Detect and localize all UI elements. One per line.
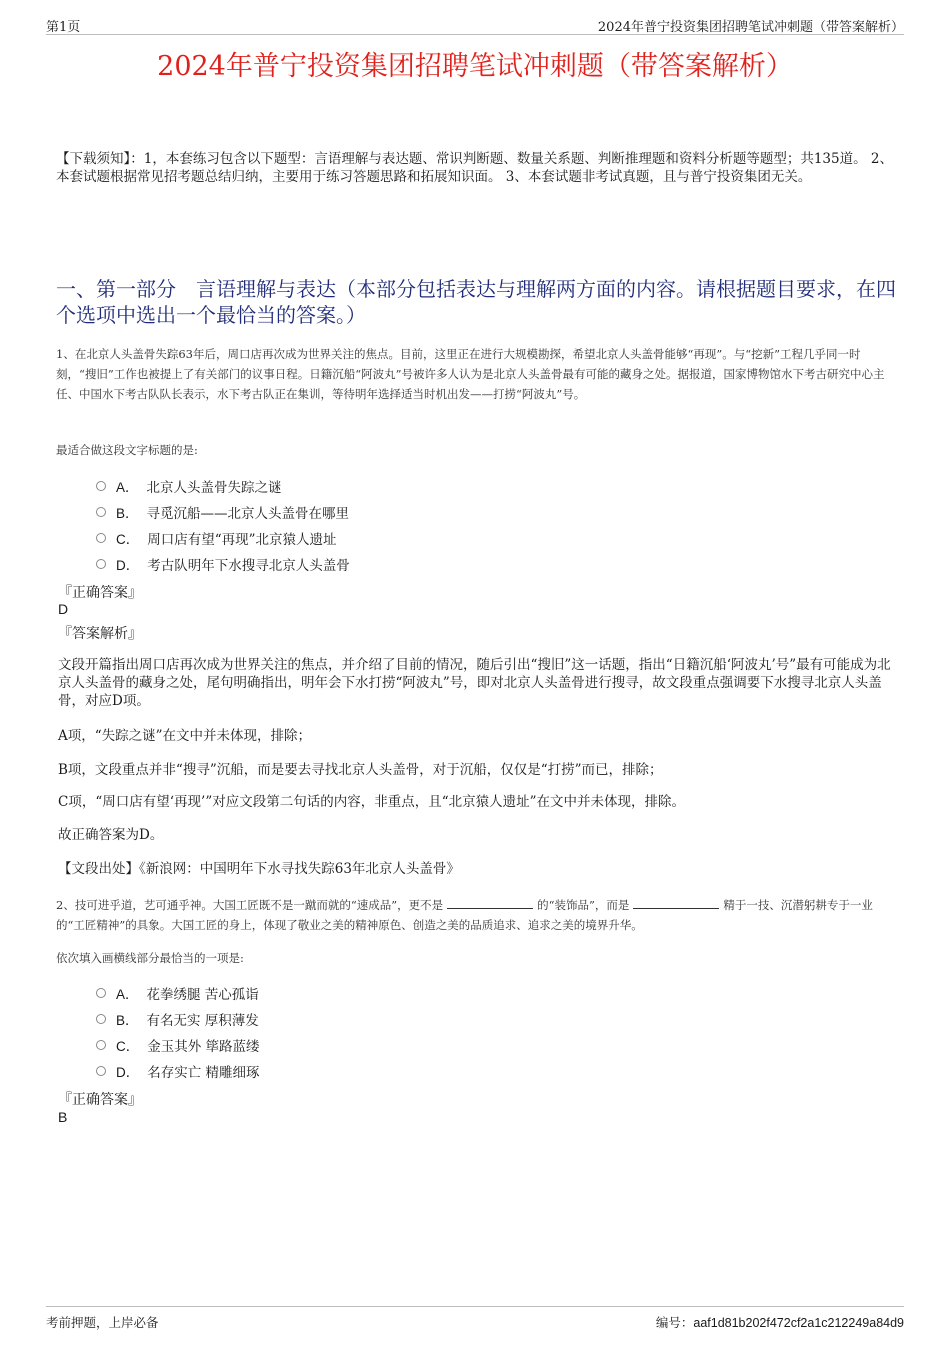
- option-letter: B．: [116, 506, 139, 521]
- radio-icon[interactable]: [96, 1014, 106, 1024]
- option-text: 花拳绣腿 苦心孤诣: [146, 987, 259, 1003]
- fill-blank: [447, 896, 533, 909]
- question-1-prompt: 最适合做这段文字标题的是:: [56, 443, 198, 457]
- question-2-answer-label: 『正确答案』: [58, 1092, 142, 1108]
- page-header: [46, 14, 904, 35]
- footer-slogan: 考前押题，上岸必备: [46, 1315, 159, 1330]
- question-1-text: 1、在北京人头盖骨失踪63年后，周口店再次成为世界关注的焦点。目前，这里正在进行大规模勘探，希望北京人头盖骨能够“再现”。与“挖新”工程几乎同一时刻，“搜旧”工作也被提上了有关部门的议事日程。日籍沉船“阿波丸”号被许多人认为是北京人头盖骨最有可能的藏身之处。据报道，国家博物馆水下考古研究中心主任、中国水下考古队队长表示，水下考古队正在集训，等待明年选择适当时机出发——打捞“阿波丸”号。: [56, 347, 885, 401]
- question-1-option-a[interactable]: [96, 476, 282, 496]
- analysis-source: 【文段出处】《新浪网：中国明年下水寻找失踪63年北京人头盖骨》: [58, 861, 460, 877]
- analysis-paragraph: C项，“周口店有望‘再现’”对应文段第二句话的内容，非重点，且“北京猿人遗址”在文中并未体现，排除。: [58, 794, 686, 810]
- option-text: 有名无实 厚积薄发: [146, 1013, 259, 1029]
- option-text: 金玉其外 筚路蓝缕: [147, 1039, 260, 1055]
- analysis-paragraph: 文段开篇指出周口店再次成为世界关注的焦点，并介绍了目前的情况，随后引出“搜旧”这一话题，指出“日籍沉船‘阿波丸’号”最有可能成为北京人头盖骨的藏身之处，尾句明确指出，明年会下水打捞“阿波丸”号，即对北京人头盖骨进行搜寻，故文段重点强调要下水搜寻北京人头盖骨，对应D项。: [58, 657, 891, 709]
- question-2-text: 2、技可进乎道，艺可通乎神。大国工匠既不是一蹴而就的“速成品”，更不是 的“装饰品”，而是 精于一技、沉潜躬耕专于一业的“工匠精神”的具象。大国工匠的身上，体现了敬业之美的精神原色、创造之美的品质追求、追求之美的境界升华。: [56, 898, 873, 932]
- question-2-option-d[interactable]: [96, 1061, 260, 1081]
- option-letter: C．: [116, 532, 140, 547]
- option-letter: A．: [116, 987, 139, 1002]
- radio-icon[interactable]: [96, 1066, 106, 1076]
- analysis-paragraph: B项，文段重点并非“搜寻”沉船，而是要去寻找北京人头盖骨，对于沉船，仅仅是“打捞”而已，排除；: [58, 762, 663, 778]
- option-text: 名存实亡 精雕细琢: [147, 1065, 260, 1081]
- page-title: 2024年普宁投资集团招聘笔试冲刺题（带答案解析）: [157, 51, 793, 82]
- radio-icon[interactable]: [96, 481, 106, 491]
- header-doc-title: 2024年普宁投资集团招聘笔试冲刺题（带答案解析）: [597, 20, 904, 35]
- question-1-option-c[interactable]: [96, 528, 337, 548]
- option-letter: A．: [116, 480, 139, 495]
- question-1-option-d[interactable]: [96, 554, 350, 574]
- radio-icon[interactable]: [96, 507, 106, 517]
- radio-icon[interactable]: [96, 559, 106, 569]
- analysis-paragraph: 故正确答案为D。: [58, 827, 164, 843]
- radio-icon[interactable]: [96, 1040, 106, 1050]
- question-1-answer-label: 『正确答案』: [58, 585, 142, 601]
- question-2-prompt: 依次填入画横线部分最恰当的一项是:: [56, 951, 244, 965]
- question-2-option-c[interactable]: [96, 1035, 260, 1055]
- question-2-answer: B: [58, 1109, 68, 1125]
- option-letter: D．: [116, 1065, 140, 1080]
- page-footer: [46, 1306, 904, 1330]
- radio-icon[interactable]: [96, 533, 106, 543]
- fill-blank: [633, 896, 719, 909]
- page-number: 第1页: [46, 20, 81, 35]
- option-letter: D．: [116, 558, 140, 573]
- option-letter: C．: [116, 1039, 140, 1054]
- question-1-answer: D: [58, 601, 69, 617]
- radio-icon[interactable]: [96, 988, 106, 998]
- option-text: 考古队明年下水搜寻北京人头盖骨: [147, 558, 350, 574]
- option-text: 周口店有望“再现”北京猿人遗址: [147, 532, 337, 548]
- download-notice: 【下载须知】：1，本套练习包含以下题型：言语理解与表达题、常识判断题、数量关系题、判断推理题和资料分析题等题型；共135道。 2、本套试题根据常见招考题总结归纳，主要用于练习答题思路和拓展知识面。 3、本套试题非考试真题，且与普宁投资集团无关。: [56, 151, 893, 185]
- option-letter: B．: [116, 1013, 139, 1028]
- question-2-option-b[interactable]: [96, 1009, 259, 1029]
- question-2-option-a[interactable]: [96, 983, 259, 1003]
- option-text: 北京人头盖骨失踪之谜: [146, 480, 282, 496]
- question-1-analysis-label: 『答案解析』: [58, 626, 142, 642]
- analysis-paragraph: A项，“失踪之谜”在文中并未体现，排除；: [58, 728, 312, 744]
- option-text: 寻觅沉船——北京人头盖骨在哪里: [146, 506, 350, 522]
- question-1-option-b[interactable]: [96, 502, 349, 522]
- section-title: 一、第一部分 言语理解与表达（本部分包括表达与理解两方面的内容。请根据题目要求，在四个选项中选出一个最恰当的答案。）: [56, 277, 896, 327]
- footer-code: 编号：aaf1d81b202f472cf2a1c212249a84d9: [655, 1315, 904, 1330]
